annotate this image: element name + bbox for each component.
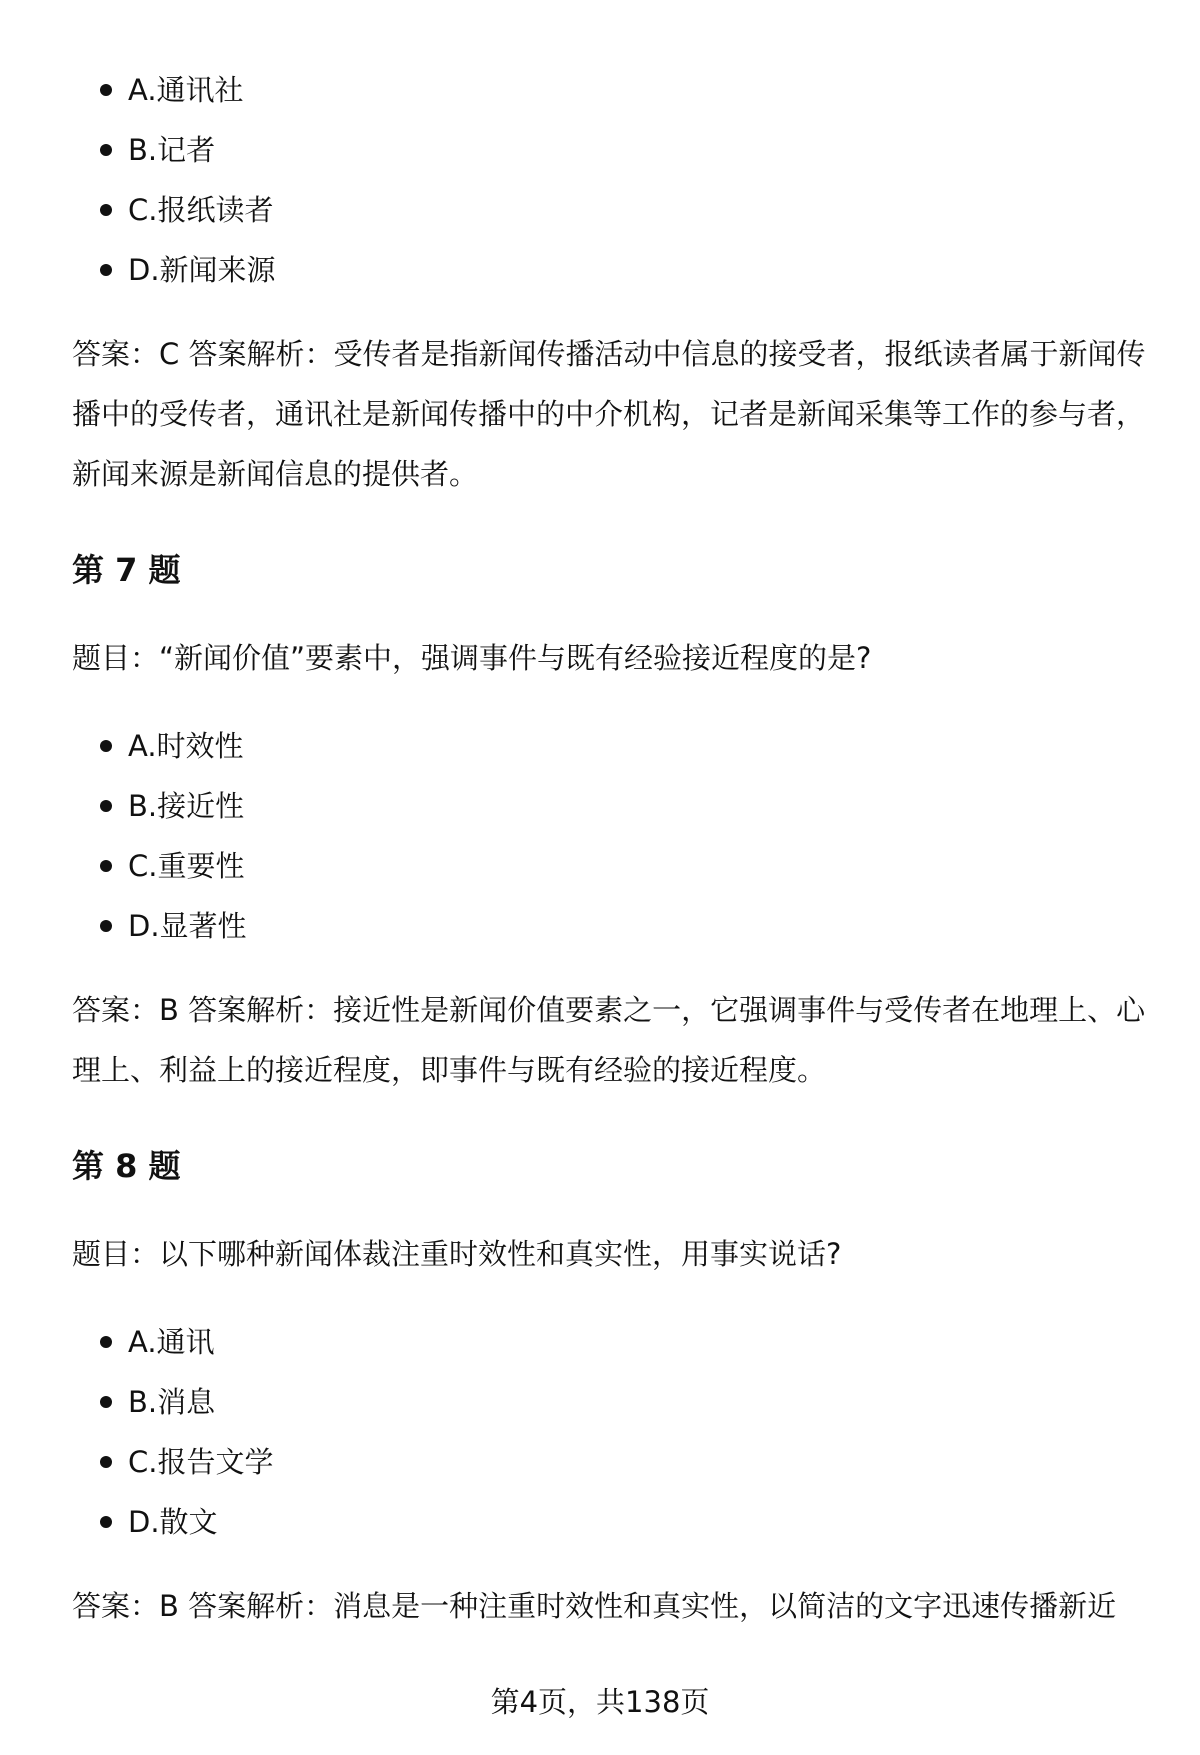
document-page bbox=[72, 60, 1152, 1636]
option-text: C.报纸读者 bbox=[128, 193, 274, 227]
bullet-icon bbox=[100, 144, 112, 156]
page-footer: 第4页，共138页 bbox=[490, 1685, 710, 1719]
option-text: B.消息 bbox=[128, 1385, 216, 1419]
option-text: B.记者 bbox=[128, 133, 216, 167]
bullet-icon bbox=[100, 1396, 112, 1408]
q7-option-a bbox=[72, 716, 1152, 776]
option-text: C.报告文学 bbox=[128, 1445, 274, 1479]
bullet-icon bbox=[100, 860, 112, 872]
option-text: A.时效性 bbox=[128, 729, 244, 763]
q7-options bbox=[72, 716, 1152, 956]
option-text: D.新闻来源 bbox=[128, 253, 276, 287]
q6-options bbox=[72, 60, 1152, 300]
q6-option-c bbox=[72, 180, 1152, 240]
q8-heading: 第 8 题 bbox=[72, 1147, 181, 1185]
q7-stem: 题目：“新闻价值”要素中，强调事件与既有经验接近程度的是? bbox=[72, 641, 872, 675]
q7-answer: 答案：B 答案解析：接近性是新闻价值要素之一，它强调事件与受传者在地理上、心理上、利益上的接近程度，即事件与既有经验的接近程度。 bbox=[72, 993, 1146, 1087]
q8-options bbox=[72, 1312, 1152, 1552]
q8-answer: 答案：B 答案解析：消息是一种注重时效性和真实性，以简洁的文字迅速传播新近 bbox=[72, 1589, 1117, 1623]
q8-option-a bbox=[72, 1312, 1152, 1372]
q8-option-d bbox=[72, 1492, 1152, 1552]
bullet-icon bbox=[100, 740, 112, 752]
bullet-icon bbox=[100, 920, 112, 932]
bullet-icon bbox=[100, 204, 112, 216]
q8-stem: 题目：以下哪种新闻体裁注重时效性和真实性，用事实说话? bbox=[72, 1237, 842, 1271]
q6-option-b bbox=[72, 120, 1152, 180]
q6-option-a bbox=[72, 60, 1152, 120]
q7-heading: 第 7 题 bbox=[72, 551, 181, 589]
option-text: B.接近性 bbox=[128, 789, 245, 823]
q6-answer: 答案：C 答案解析：受传者是指新闻传播活动中信息的接受者，报纸读者属于新闻传播中的受传者，通讯社是新闻传播中的中介机构，记者是新闻采集等工作的参与者，新闻来源是新闻信息的提供者。 bbox=[72, 337, 1146, 491]
q8-option-c bbox=[72, 1432, 1152, 1492]
bullet-icon bbox=[100, 264, 112, 276]
option-text: A.通讯社 bbox=[128, 73, 244, 107]
option-text: A.通讯 bbox=[128, 1325, 215, 1359]
bullet-icon bbox=[100, 84, 112, 96]
bullet-icon bbox=[100, 1516, 112, 1528]
bullet-icon bbox=[100, 800, 112, 812]
bullet-icon bbox=[100, 1336, 112, 1348]
option-text: C.重要性 bbox=[128, 849, 245, 883]
q7-option-d bbox=[72, 896, 1152, 956]
option-text: D.显著性 bbox=[128, 909, 247, 943]
q7-option-b bbox=[72, 776, 1152, 836]
bullet-icon bbox=[100, 1456, 112, 1468]
option-text: D.散文 bbox=[128, 1505, 218, 1539]
q7-option-c bbox=[72, 836, 1152, 896]
q6-option-d bbox=[72, 240, 1152, 300]
q8-option-b bbox=[72, 1372, 1152, 1432]
